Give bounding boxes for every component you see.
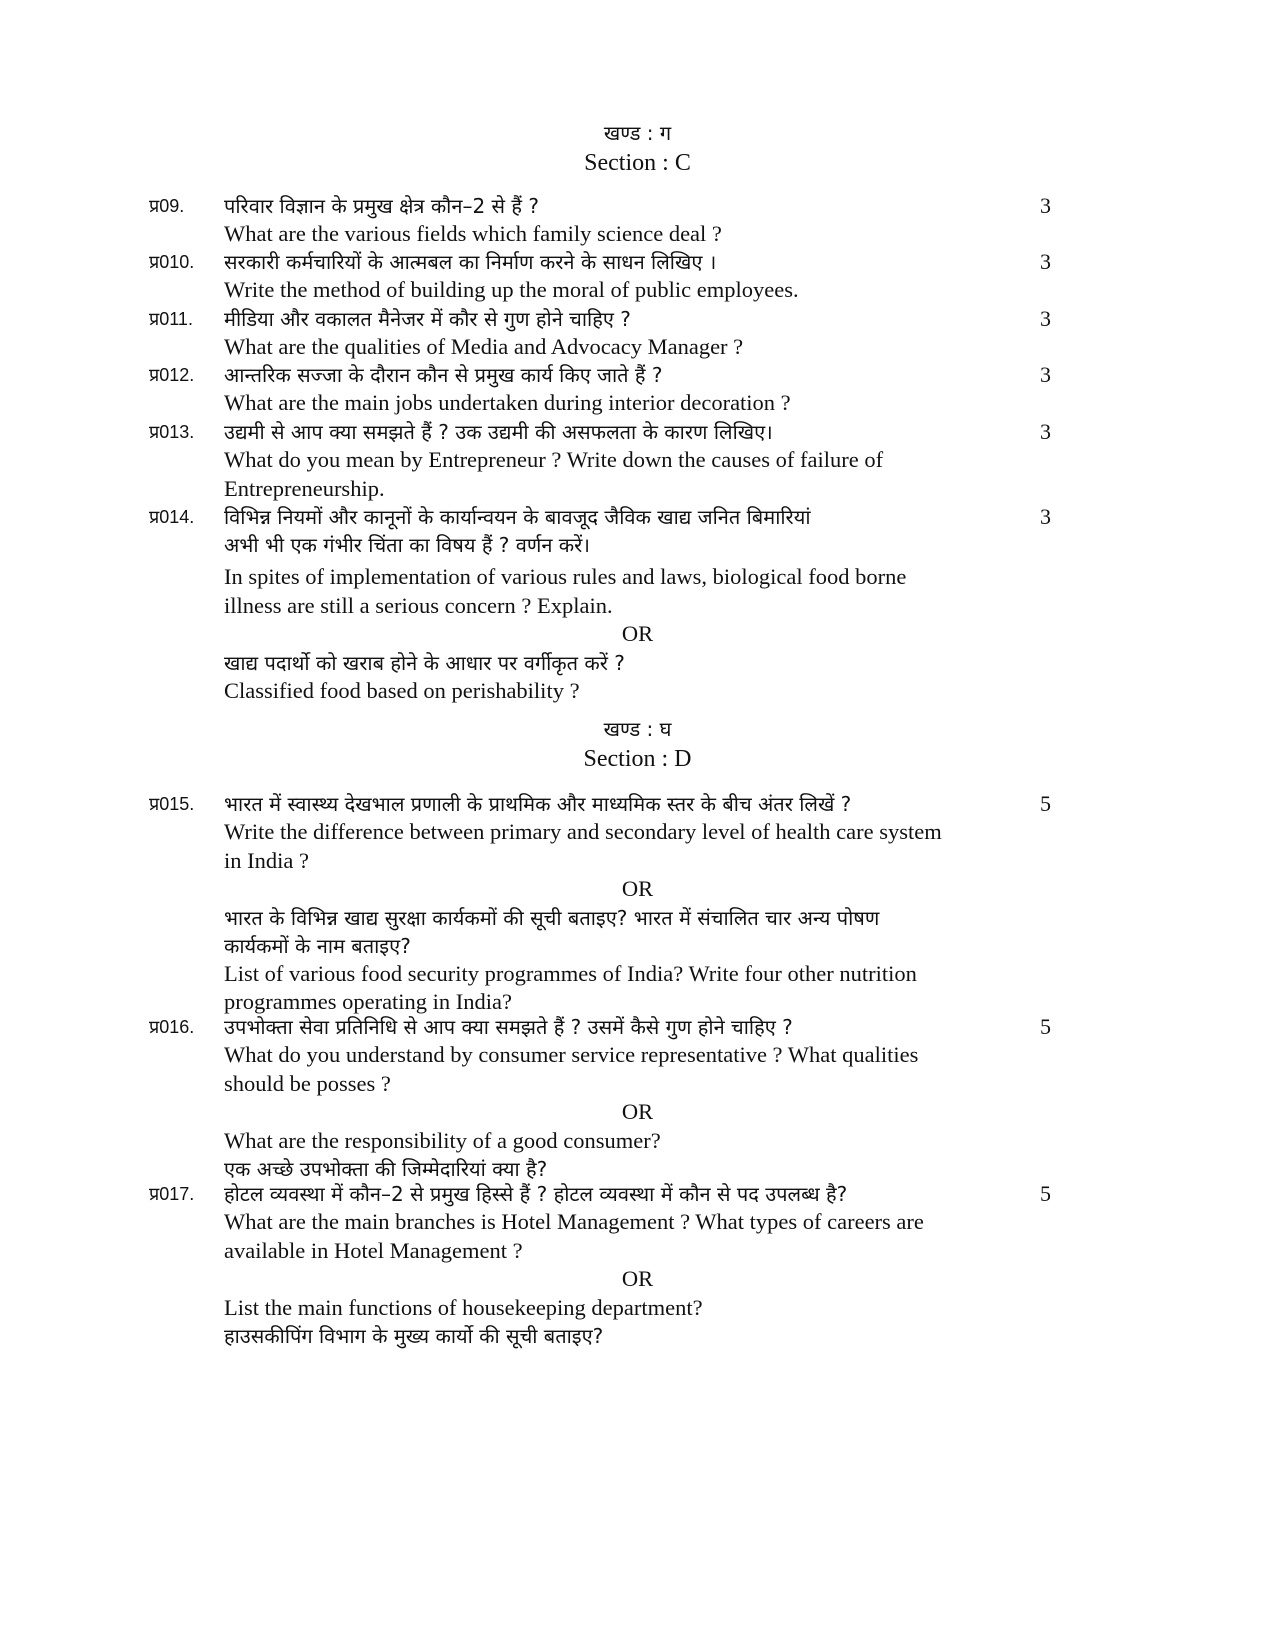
section-d-heading <box>0 716 1275 774</box>
alternate-question-english: List the main functions of housekeeping department? <box>224 1294 703 1320</box>
question-text-english: Write the method of building up the moral of public employees. <box>224 277 799 302</box>
question-number: प्र014. <box>149 507 195 527</box>
question-number: प्र017. <box>149 1184 195 1204</box>
question-text-english: What are the various fields which family science deal ? <box>224 221 722 246</box>
question-body <box>224 305 1024 362</box>
question-text-english: What are the main branches is Hotel Management ? What types of careers are <box>224 1209 924 1234</box>
question-text-english: illness are still a serious concern ? Explain. <box>224 592 613 618</box>
question-number: प्र011. <box>149 309 193 329</box>
question-body <box>224 1013 1024 1183</box>
question-text-english: What are the main jobs undertaken during interior decoration ? <box>224 390 791 415</box>
question-marks: 3 <box>1040 193 1051 218</box>
or-separator: OR <box>621 621 654 646</box>
alternate-question-hindi: भारत के विभिन्न खाद्य सुरक्षा कार्यकमों की सूची बताइए? भारत में संचालित चार अन्य पोषण <box>224 905 880 930</box>
question-text-english: What do you mean by Entrepreneur ? Write down the causes of failure of <box>224 447 884 472</box>
question-text-hindi: उपभोक्ता सेवा प्रतिनिधि से आप क्या समझते हैं ? उसमें कैसे गुण होने चाहिए ? <box>224 1015 793 1039</box>
question-marks: 3 <box>1040 362 1051 387</box>
question-text-english: Write the difference between primary and secondary level of health care system <box>224 819 942 844</box>
question-text-english: available in Hotel Management ? <box>224 1237 523 1263</box>
question-marks: 3 <box>1040 504 1051 529</box>
question-body <box>224 192 1024 249</box>
question-number: प्र010. <box>149 252 195 272</box>
question-body <box>224 418 1024 503</box>
question-marks: 5 <box>1040 1181 1051 1206</box>
alternate-question-hindi: कार्यकमों के नाम बताइए? <box>224 933 411 958</box>
question-number: प्र016. <box>149 1017 195 1037</box>
section-d-heading-hindi: खण्ड : घ <box>603 717 672 741</box>
question-text-english: in India ? <box>224 847 309 873</box>
question-text-english: In spites of implementation of various rules and laws, biological food borne <box>224 564 907 589</box>
question-body <box>224 361 1024 418</box>
question-text-hindi: अभी भी एक गंभीर चिंता का विषय हैं ? वर्णन करें। <box>224 533 590 557</box>
question-body <box>224 248 1024 305</box>
or-separator: OR <box>621 1266 654 1291</box>
question-body <box>224 503 1024 705</box>
alternate-question-hindi: खाद्य पदार्थो को खराब होने के आधार पर वर्गीकृत करें ? <box>224 650 625 675</box>
question-text-english: What are the qualities of Media and Advocacy Manager ? <box>224 334 744 359</box>
alternate-question-hindi: हाउसकीपिंग विभाग के मुख्य कार्यो की सूची बताइए? <box>224 1324 604 1348</box>
alternate-question-english: programmes operating in India? <box>224 989 513 1014</box>
question-number: प्र015. <box>149 794 195 814</box>
question-marks: 3 <box>1040 306 1051 331</box>
question-text-hindi: होटल व्यवस्था में कौन–2 से प्रमुख हिस्से हैं ? होटल व्यवस्था में कौन से पद उपलब्ध है? <box>224 1182 848 1206</box>
question-text-hindi: मीडिया और वकालत मैनेजर में कौर से गुण होने चाहिए ? <box>224 307 631 331</box>
question-text-hindi: परिवार विज्ञान के प्रमुख क्षेत्र कौन–2 से हैं ? <box>224 194 540 218</box>
alternate-question-english: List of various food security programmes of India? Write four other nutrition <box>224 960 917 986</box>
alternate-question-english: Classified food based on perishability ? <box>224 677 580 703</box>
alternate-question-english: What are the responsibility of a good consumer? <box>224 1127 661 1153</box>
question-marks: 3 <box>1040 249 1051 274</box>
section-c-heading <box>0 120 1275 178</box>
question-body <box>224 790 1044 1017</box>
question-text-english: should be posses ? <box>224 1070 391 1096</box>
or-separator: OR <box>621 1099 654 1124</box>
question-marks: 3 <box>1040 419 1051 444</box>
question-marks: 5 <box>1040 1014 1051 1039</box>
question-text-hindi: भारत में स्वास्थ्य देखभाल प्रणाली के प्राथमिक और माध्यमिक स्तर के बीच अंतर लिखें ? <box>224 792 852 816</box>
alternate-question-hindi: एक अच्छे उपभोक्ता की जिम्मेदारियां क्या है? <box>224 1157 548 1181</box>
or-separator: OR <box>621 876 654 901</box>
question-body <box>224 1180 1044 1350</box>
question-text-hindi: आन्तरिक सज्जा के दौरान कौन से प्रमुख कार्य किए जाते हैं ? <box>224 363 663 387</box>
question-number: प्र013. <box>149 422 195 442</box>
question-text-english: Entrepreneurship. <box>224 475 385 501</box>
question-text-hindi: विभिन्न नियमों और कानूनों के कार्यान्वयन के बावजूद जैविक खाद्य जनित बिमारियां <box>224 505 811 529</box>
question-text-hindi: सरकारी कर्मचारियों के आत्मबल का निर्माण करने के साधन लिखिए । <box>224 250 717 274</box>
question-number: प्र012. <box>149 365 195 385</box>
section-d-heading-english: Section : D <box>583 746 692 772</box>
section-c-heading-hindi: खण्ड : ग <box>603 121 672 145</box>
section-c-heading-english: Section : C <box>584 150 691 176</box>
question-marks: 5 <box>1040 791 1051 816</box>
question-text-english: What do you understand by consumer service representative ? What qualities <box>224 1042 919 1067</box>
question-number: प्र09. <box>149 196 185 216</box>
question-text-hindi: उद्यमी से आप क्या समझते हैं ? उक उद्यमी की असफलता के कारण लिखिए। <box>224 420 773 444</box>
